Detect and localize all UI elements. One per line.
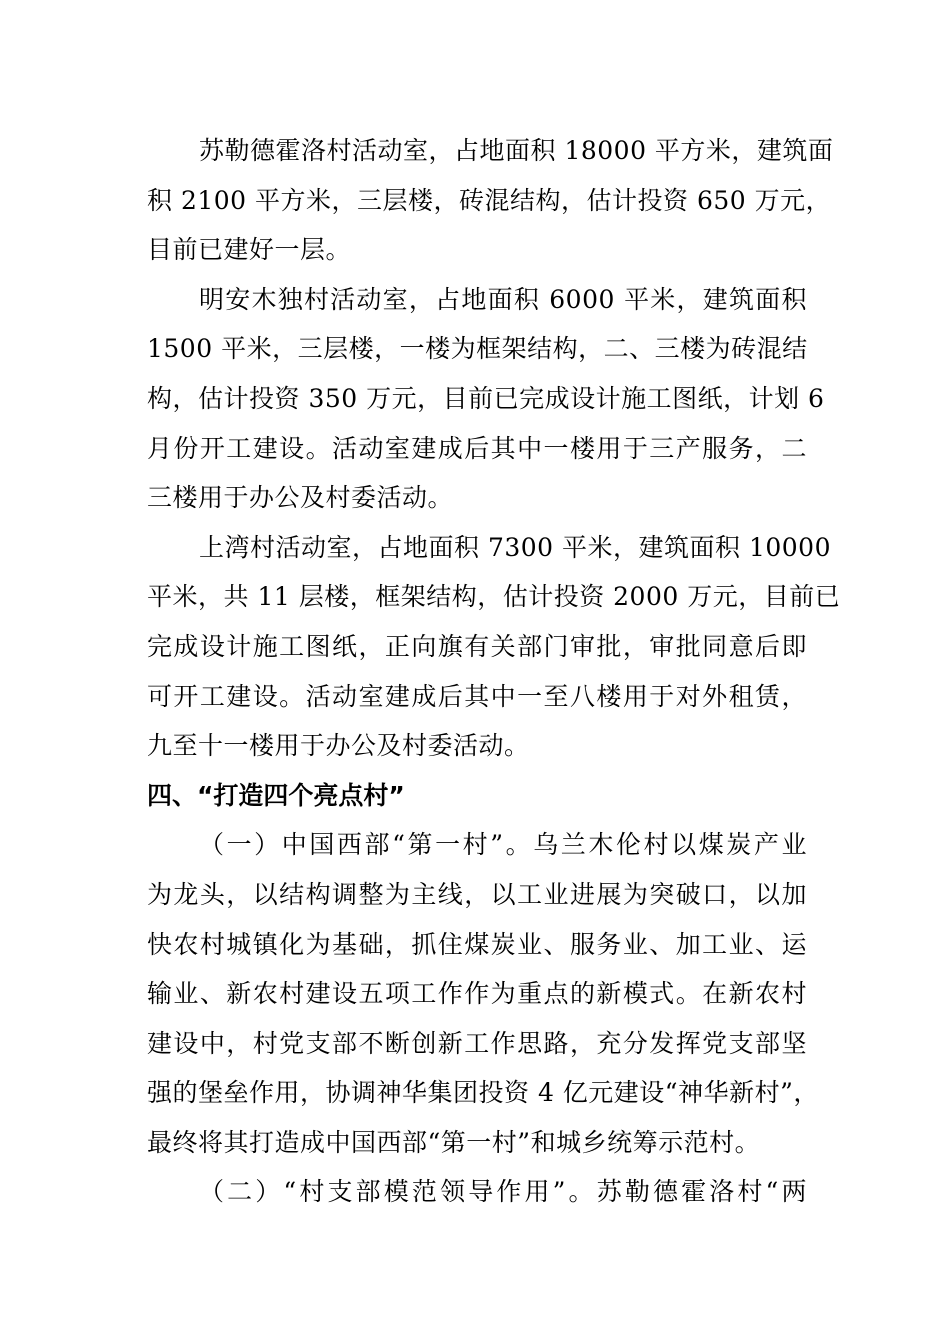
paragraph-2-line-5: 三楼用于办公及村委活动。 <box>147 483 454 513</box>
paragraph-3-line-3: 完成设计施工图纸，正向旗有关部门审批，审批同意后即 <box>147 631 807 661</box>
section-heading: 四、“打造四个亮点村” <box>147 780 405 810</box>
paragraph-3-line-5: 九至十一楼用于办公及村委活动。 <box>147 731 530 761</box>
paragraph-1-line-1: 苏勒德霍洛村活动室，占地面积 18000 平方米，建筑面 <box>199 136 834 165</box>
document-body <box>147 126 841 1217</box>
paragraph-2-line-4: 月份开工建设。活动室建成后其中一楼用于三产服务，二 <box>147 433 807 463</box>
paragraph-1-line-3: 目前已建好一层。 <box>147 235 352 265</box>
paragraph-2-line-1: 明安木独村活动室，占地面积 6000 平米，建筑面积 <box>199 284 807 314</box>
paragraph-3-line-4: 可开工建设。活动室建成后其中一至八楼用于对外租赁， <box>147 681 807 711</box>
section-paragraph-1-line-5: 建设中，村党支部不断创新工作思路，充分发挥党支部坚 <box>147 1028 807 1058</box>
section-paragraph-2-line-1: （二）“村支部模范领导作用”。苏勒德霍洛村“两 <box>199 1177 807 1207</box>
paragraph-3-line-2: 平米，共 11 层楼，框架结构，估计投资 2000 万元，目前已 <box>147 582 841 612</box>
paragraph-2-line-2: 1500 平米，三层楼，一楼为框架结构，二、三楼为砖混结 <box>147 334 808 364</box>
section-paragraph-1-line-1: （一）中国西部“第一村”。乌兰木伦村以煤炭产业 <box>199 830 807 860</box>
section-paragraph-1-line-7: 最终将其打造成中国西部“第一村”和城乡统筹示范村。 <box>147 1127 761 1157</box>
section-paragraph-1-line-4: 输业、新农村建设五项工作作为重点的新模式。在新农村 <box>147 979 807 1009</box>
section-paragraph-1-line-2: 为龙头，以结构调整为主线，以工业进展为突破口，以加 <box>147 879 807 909</box>
paragraph-3-line-1: 上湾村活动室，占地面积 7300 平米，建筑面积 10000 <box>199 532 831 562</box>
section-paragraph-1-line-3: 快农村城镇化为基础，抓住煤炭业、服务业、加工业、运 <box>147 929 807 959</box>
paragraph-1-line-2: 积 2100 平方米，三层楼，砖混结构，估计投资 650 万元， <box>147 185 832 215</box>
paragraph-2-line-3: 构，估计投资 350 万元，目前已完成设计施工图纸，计划 6 <box>147 383 825 413</box>
section-paragraph-1-line-6: 强的堡垒作用，协调神华集团投资 4 亿元建设“神华新村”， <box>147 1078 819 1108</box>
